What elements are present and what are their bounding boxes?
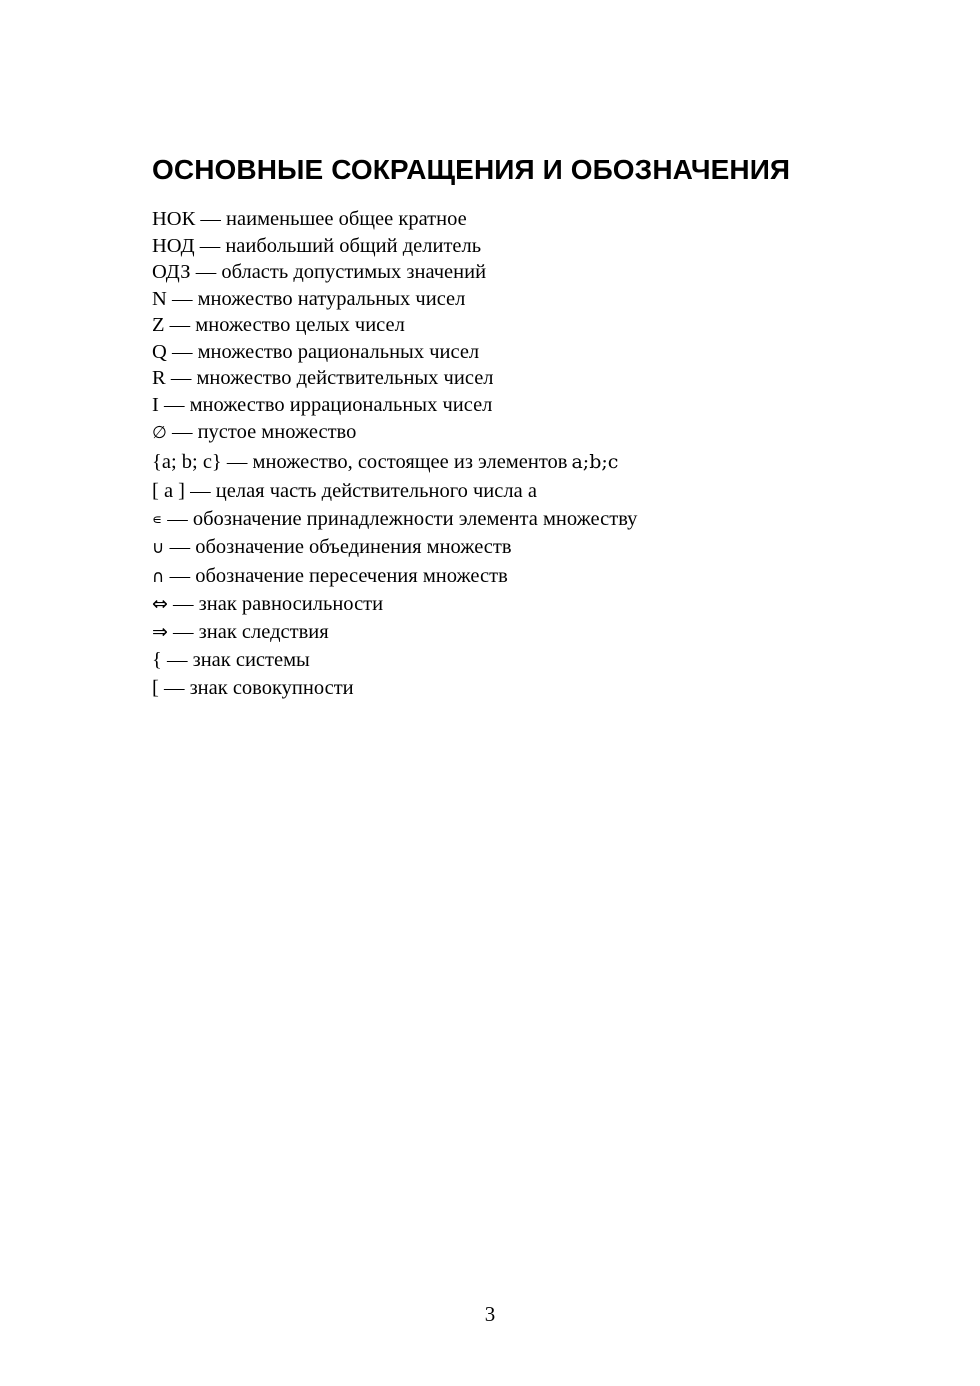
list-item <box>152 286 637 313</box>
list-item <box>152 312 637 339</box>
list-item <box>152 477 637 505</box>
union-icon: ∪ <box>152 538 165 559</box>
element-of-icon: ∊ <box>152 512 163 529</box>
list-item <box>152 392 637 419</box>
page-number: 3 <box>484 1302 496 1326</box>
entry-text: — множество целых чисел <box>164 314 405 336</box>
set-elements: a;b;c <box>571 450 619 473</box>
entry-symbol: ОДЗ <box>152 261 191 283</box>
list-item <box>152 365 637 392</box>
list-item <box>152 259 637 286</box>
list-item <box>152 533 637 561</box>
entry-text: — наибольший общий делитель <box>194 234 482 257</box>
entry-text: — множество рациональных чисел <box>166 340 480 363</box>
entry-text: — наименьшее общее кратное <box>195 208 467 230</box>
list-item <box>152 562 637 590</box>
entry-text: — пустое множество <box>166 421 357 443</box>
list-item <box>152 618 637 646</box>
entry-symbol: [ a ] <box>152 480 186 502</box>
page-title: ОСНОВНЫЕ СОКРАЩЕНИЯ И ОБОЗНАЧЕНИЯ <box>152 154 791 185</box>
entry-text: — знак следствия <box>167 620 329 643</box>
entry-symbol: R <box>152 367 166 389</box>
entry-text: — знак совокупности <box>158 677 354 700</box>
entry-text: — знак равносильности <box>167 592 384 615</box>
entry-text: — множество натуральных чисел <box>166 287 466 310</box>
entry-text: — целая часть действительного числа a <box>185 480 537 502</box>
entry-symbol: {a; b; c} <box>152 450 222 473</box>
entry-symbol: НОК <box>152 208 196 230</box>
entry-text: — множество иррациональных чисел <box>158 393 493 416</box>
entry-text: — обозначение пересечения множеств <box>164 564 508 587</box>
list-item <box>152 448 637 478</box>
entry-text: — множество действительных чисел <box>165 367 494 389</box>
entry-text: — множество, состоящее из элементов <box>221 450 568 473</box>
entry-text: — обозначение объединения множеств <box>164 536 512 559</box>
list-item <box>152 590 637 618</box>
system-brace-icon: { <box>152 649 162 672</box>
entry-symbol: Q <box>152 340 167 363</box>
collection-bracket-icon: [ <box>152 677 159 700</box>
equivalence-arrow-icon: ⇔ <box>152 592 168 615</box>
list-item <box>152 505 637 533</box>
list-item <box>152 674 637 702</box>
abbreviations-list <box>152 206 637 703</box>
entry-symbol: I <box>152 393 159 416</box>
empty-set-icon: ∅ <box>152 423 167 443</box>
entry-symbol: НОД <box>152 234 195 257</box>
implication-arrow-icon: ⇒ <box>152 620 168 643</box>
entry-text: — обозначение принадлежности элемента множеству <box>162 508 638 531</box>
entry-symbol: Z <box>152 314 165 336</box>
entry-text: — знак системы <box>161 649 310 672</box>
entry-text: — область допустимых значений <box>190 261 487 283</box>
list-item <box>152 206 637 233</box>
list-item <box>152 418 637 448</box>
entry-symbol: N <box>152 287 167 310</box>
list-item <box>152 339 637 366</box>
list-item <box>152 646 637 674</box>
list-item <box>152 233 637 260</box>
intersection-icon: ∩ <box>152 566 165 587</box>
